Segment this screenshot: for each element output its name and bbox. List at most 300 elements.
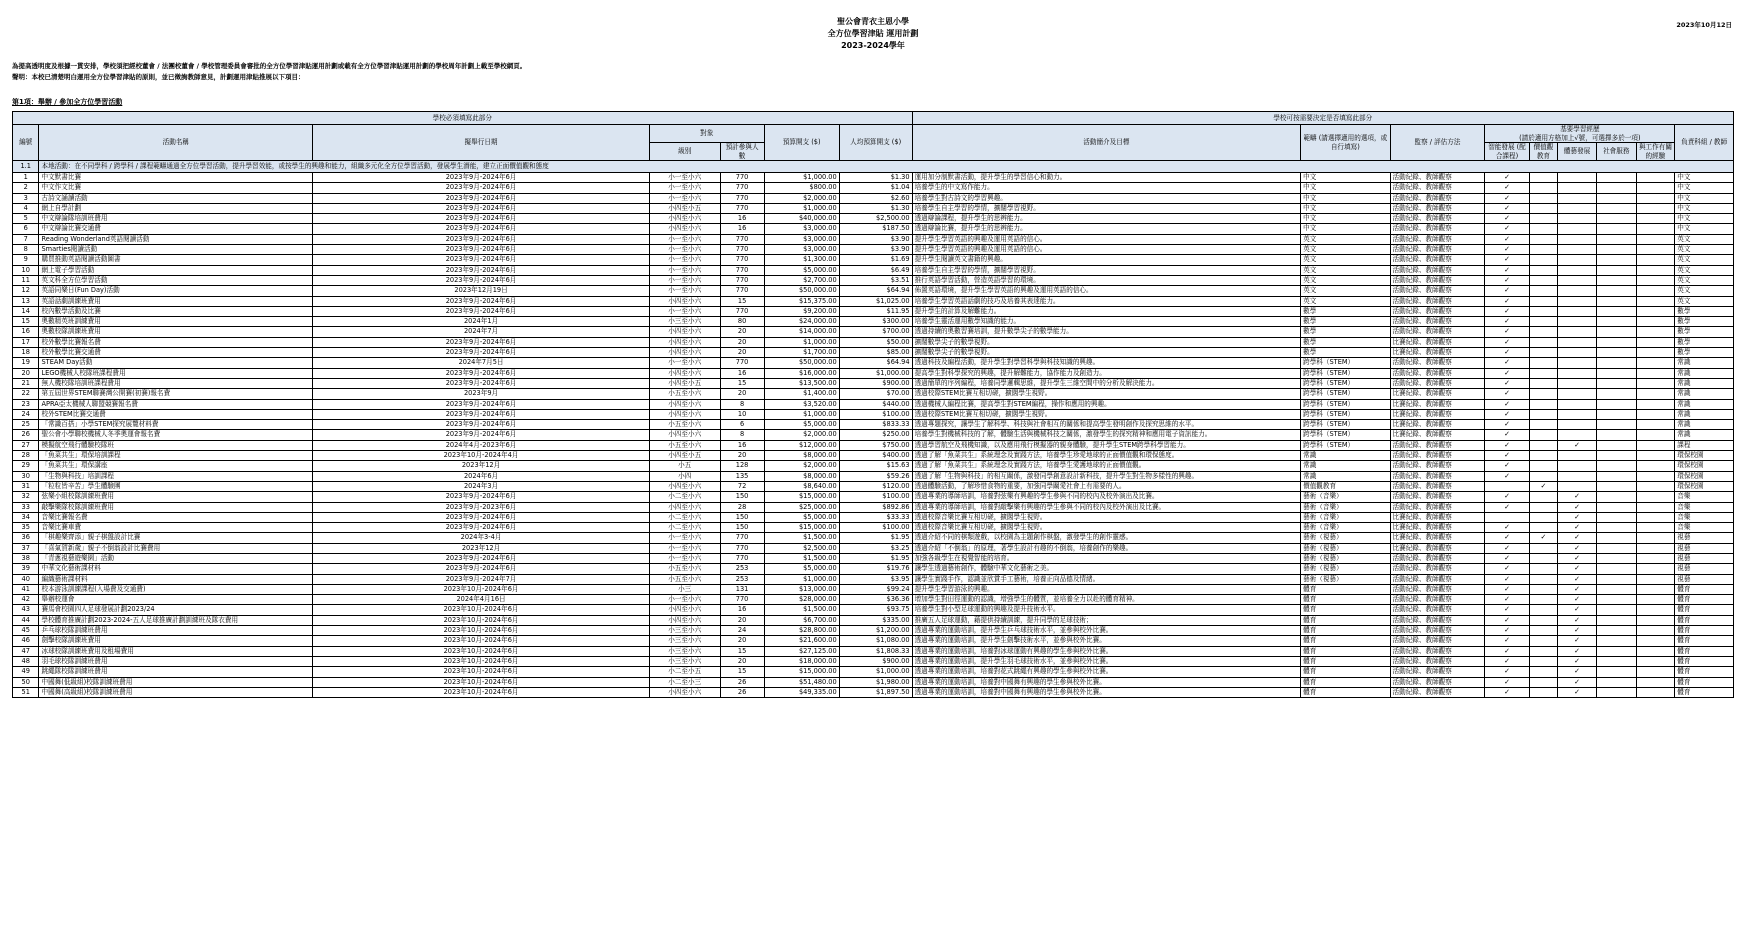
experience-check-4 — [1596, 656, 1636, 666]
domain: 中文 — [1301, 214, 1390, 224]
grade: 小四至小六 — [649, 605, 720, 615]
grade: 小五至小六 — [649, 440, 720, 450]
participants: 24 — [720, 626, 764, 636]
domain: 體育 — [1301, 656, 1390, 666]
activity-date: 2023年9月-2024年6月 — [313, 214, 650, 224]
experience-check-4 — [1596, 245, 1636, 255]
table-row — [13, 358, 1734, 368]
row-no: 19 — [13, 358, 39, 368]
experience-check-3 — [1558, 378, 1597, 388]
evaluation: 活動紀錄、教師觀察 — [1390, 306, 1485, 316]
activity-name: LEGO機械人校隊班課程費用 — [39, 368, 313, 378]
activity-name: 音樂比賽車費 — [39, 523, 313, 533]
activity-name: 冰球校隊訓練班費用及租場費用 — [39, 646, 313, 656]
experience-check-4 — [1596, 378, 1636, 388]
row-no: 26 — [13, 430, 39, 440]
experience-check-3 — [1558, 265, 1597, 275]
row-no: 25 — [13, 420, 39, 430]
experience-check-2 — [1529, 564, 1558, 574]
responsible-dept: 中文 — [1675, 203, 1734, 213]
domain: 數學 — [1301, 348, 1390, 358]
experience-check-1: ✓ — [1485, 275, 1529, 285]
row-no: 21 — [13, 378, 39, 388]
domain: 體育 — [1301, 646, 1390, 656]
activity-name: 英語話劇訓練班費用 — [39, 296, 313, 306]
activity-name: 聖公會小學聯校機械人冬季奧運會報名費 — [39, 430, 313, 440]
domain: 英文 — [1301, 296, 1390, 306]
evaluation: 活動紀錄、教師觀察 — [1390, 636, 1485, 646]
table-row — [13, 615, 1734, 625]
experience-check-4 — [1596, 420, 1636, 430]
responsible-dept: 常識 — [1675, 399, 1734, 409]
activity-name: 網上自學計劃 — [39, 203, 313, 213]
evaluation: 活動紀錄、教師觀察 — [1390, 584, 1485, 594]
experience-check-5 — [1636, 245, 1675, 255]
per-head-budget: $64.94 — [839, 286, 912, 296]
grade: 小四至小六 — [649, 430, 720, 440]
row-no: 50 — [13, 677, 39, 687]
responsible-dept: 英文 — [1675, 286, 1734, 296]
experience-check-1: ✓ — [1485, 337, 1529, 347]
experience-check-1 — [1485, 481, 1529, 491]
table-row — [13, 348, 1734, 358]
experience-check-2 — [1529, 626, 1558, 636]
activity-date: 2023年10月-2024年6月 — [313, 636, 650, 646]
domain: 藝術（視藝） — [1301, 564, 1390, 574]
experience-check-5 — [1636, 399, 1675, 409]
evaluation: 活動紀錄、教師觀察 — [1390, 265, 1485, 275]
description: 提高學生對科學探究的興趣，提升解難能力，協作能力及創造力。 — [912, 368, 1301, 378]
grade: 小一至小六 — [649, 595, 720, 605]
activity-date: 2023年9月-2024年6月 — [313, 255, 650, 265]
per-head-budget: $250.00 — [839, 430, 912, 440]
experience-check-2 — [1529, 368, 1558, 378]
table-row — [13, 564, 1734, 574]
experience-check-2 — [1529, 523, 1558, 533]
experience-check-5 — [1636, 286, 1675, 296]
experience-check-1: ✓ — [1485, 646, 1529, 656]
row-no: 4 — [13, 203, 39, 213]
experience-check-2 — [1529, 214, 1558, 224]
experience-check-5 — [1636, 430, 1675, 440]
row-no: 48 — [13, 656, 39, 666]
responsible-dept: 環保校園 — [1675, 461, 1734, 471]
experience-check-1: ✓ — [1485, 317, 1529, 327]
evaluation: 活動紀錄、教師觀察 — [1390, 677, 1485, 687]
participants: 128 — [720, 461, 764, 471]
responsible-dept: 常識 — [1675, 420, 1734, 430]
experience-check-2 — [1529, 492, 1558, 502]
experience-check-5 — [1636, 275, 1675, 285]
experience-check-2 — [1529, 553, 1558, 563]
responsible-dept: 音樂 — [1675, 512, 1734, 522]
per-head-budget: $440.00 — [839, 399, 912, 409]
evaluation: 活動紀錄、教師觀察 — [1390, 574, 1485, 584]
experience-check-4 — [1596, 214, 1636, 224]
activity-name: 中文辯論比賽交通費 — [39, 224, 313, 234]
experience-check-2 — [1529, 286, 1558, 296]
responsible-dept: 中文 — [1675, 173, 1734, 183]
experience-check-2 — [1529, 275, 1558, 285]
grade: 小四至小六 — [649, 399, 720, 409]
responsible-dept: 中文 — [1675, 183, 1734, 193]
row-no: 35 — [13, 523, 39, 533]
description: 透過專業的運動培訓，培養對花式跳繩有興趣的學生參與校外比賽。 — [912, 667, 1301, 677]
participants: 28 — [720, 502, 764, 512]
evaluation: 活動紀錄、教師觀察 — [1390, 595, 1485, 605]
budget: $21,600.00 — [764, 636, 839, 646]
responsible-dept: 常識 — [1675, 358, 1734, 368]
domain: 藝術（視藝） — [1301, 574, 1390, 584]
grade: 小三至小六 — [649, 636, 720, 646]
budget: $14,000.00 — [764, 327, 839, 337]
per-head-budget: $1,080.00 — [839, 636, 912, 646]
activity-name: 奧數校隊訓練班費用 — [39, 327, 313, 337]
evaluation: 活動紀錄、教師觀察 — [1390, 173, 1485, 183]
evaluation: 比賽紀錄、教師觀察 — [1390, 348, 1485, 358]
description: 培養學生對古詩文的學習興趣。 — [912, 193, 1301, 203]
responsible-dept: 體育 — [1675, 667, 1734, 677]
experience-check-5 — [1636, 348, 1675, 358]
experience-check-2 — [1529, 656, 1558, 666]
budget: $1,000.00 — [764, 203, 839, 213]
budget: $8,000.00 — [764, 451, 839, 461]
participants: 770 — [720, 543, 764, 553]
experience-check-1: ✓ — [1485, 378, 1529, 388]
experience-check-1: ✓ — [1485, 286, 1529, 296]
experience-check-3 — [1558, 451, 1597, 461]
activity-date: 2024年6月 — [313, 471, 650, 481]
description: 透過校際STEM比賽互相切磋，擴闊學生視野。 — [912, 389, 1301, 399]
experience-check-2 — [1529, 234, 1558, 244]
grade: 小二至小六 — [649, 492, 720, 502]
grade: 小五至小六 — [649, 564, 720, 574]
evaluation: 比賽紀錄、教師觀察 — [1390, 389, 1485, 399]
table-row — [13, 543, 1734, 553]
table-row — [13, 523, 1734, 533]
per-head-budget: $36.36 — [839, 595, 912, 605]
row-no: 34 — [13, 512, 39, 522]
activity-date: 2023年9月-2024年6月 — [313, 193, 650, 203]
experience-check-4 — [1596, 389, 1636, 399]
experience-check-4 — [1596, 523, 1636, 533]
experience-check-1: ✓ — [1485, 358, 1529, 368]
per-head-budget: $85.00 — [839, 348, 912, 358]
experience-check-3: ✓ — [1558, 543, 1597, 553]
experience-check-4 — [1596, 646, 1636, 656]
domain: 跨學科（STEM） — [1301, 368, 1390, 378]
experience-check-4 — [1596, 306, 1636, 316]
activity-date: 2023年10月-2024年6月 — [313, 626, 650, 636]
responsible-dept: 數學 — [1675, 306, 1734, 316]
experience-check-4 — [1596, 626, 1636, 636]
activity-date: 2023年9月-2024年6月 — [313, 348, 650, 358]
domain: 藝術（視藝） — [1301, 543, 1390, 553]
school-year: 2023-2024學年 — [841, 41, 905, 50]
grade: 小四至小六 — [649, 481, 720, 491]
responsible-dept: 英文 — [1675, 275, 1734, 285]
evaluation: 活動紀錄、教師觀察 — [1390, 368, 1485, 378]
experience-check-4 — [1596, 399, 1636, 409]
activity-name: 編織藝術課材料 — [39, 574, 313, 584]
responsible-dept: 環保校園 — [1675, 451, 1734, 461]
per-head-budget: $750.00 — [839, 440, 912, 450]
experience-check-1: ✓ — [1485, 533, 1529, 543]
activity-date: 2023年9月-2024年6月 — [313, 337, 650, 347]
experience-check-2 — [1529, 255, 1558, 265]
per-head-budget: $1.95 — [839, 553, 912, 563]
optional-header: 學校可按需要決定是否填寫此部分 — [912, 112, 1733, 125]
domain: 藝術（音樂） — [1301, 502, 1390, 512]
domain: 體育 — [1301, 636, 1390, 646]
col-desc: 活動簡介及目標 — [912, 125, 1301, 161]
table-row — [13, 409, 1734, 419]
activity-name: 中國舞(高級組)校隊訓練班費用 — [39, 687, 313, 697]
row-no: 9 — [13, 255, 39, 265]
experience-check-4 — [1596, 543, 1636, 553]
experience-check-2 — [1529, 615, 1558, 625]
experience-check-4 — [1596, 677, 1636, 687]
per-head-budget: $70.00 — [839, 389, 912, 399]
experience-check-1: ✓ — [1485, 389, 1529, 399]
evaluation: 活動紀錄、教師觀察 — [1390, 203, 1485, 213]
per-head-budget: $99.24 — [839, 584, 912, 594]
experience-check-4 — [1596, 440, 1636, 450]
experience-check-5 — [1636, 626, 1675, 636]
experience-check-4 — [1596, 265, 1636, 275]
activity-name: 網上電子學習活動 — [39, 265, 313, 275]
responsible-dept: 數學 — [1675, 337, 1734, 347]
responsible-dept: 體育 — [1675, 687, 1734, 697]
experience-check-4 — [1596, 584, 1636, 594]
participants: 770 — [720, 193, 764, 203]
per-head-budget: $3.90 — [839, 245, 912, 255]
experience-check-3 — [1558, 193, 1597, 203]
per-head-budget: $187.50 — [839, 224, 912, 234]
description: 推廣五人足球運動，藉提供持續訓練，提升同學的足球技術； — [912, 615, 1301, 625]
table-row — [13, 389, 1734, 399]
per-head-budget: $900.00 — [839, 656, 912, 666]
activity-date: 2023年10月-2024年4月 — [313, 451, 650, 461]
experience-check-3 — [1558, 420, 1597, 430]
per-head-budget: $3.90 — [839, 234, 912, 244]
evaluation: 活動紀錄、教師觀察 — [1390, 245, 1485, 255]
experience-check-3: ✓ — [1558, 595, 1597, 605]
description: 透過專業的運動培訓，培養對中國舞有興趣的學生參與校外比賽。 — [912, 677, 1301, 687]
budget: $51,480.00 — [764, 677, 839, 687]
evaluation: 活動紀錄、教師觀察 — [1390, 327, 1485, 337]
description: 擴闊數學尖子的數學視野。 — [912, 348, 1301, 358]
col-budget: 預算開支 ($) — [764, 125, 839, 161]
experience-check-3: ✓ — [1558, 492, 1597, 502]
activity-date: 2023年10月-2024年6月 — [313, 615, 650, 625]
experience-check-5 — [1636, 265, 1675, 275]
grade: 小三至小六 — [649, 646, 720, 656]
participants: 26 — [720, 687, 764, 697]
experience-check-3 — [1558, 234, 1597, 244]
experience-check-3: ✓ — [1558, 440, 1597, 450]
table-row — [13, 286, 1734, 296]
col-dept: 負責科組 / 教師 — [1675, 125, 1734, 161]
responsible-dept: 中文 — [1675, 224, 1734, 234]
responsible-dept: 英文 — [1675, 265, 1734, 275]
experience-check-5 — [1636, 461, 1675, 471]
row-no: 31 — [13, 481, 39, 491]
description: 透過專業的運動培訓，提升學生羽毛球技術水平，並參與校外比賽。 — [912, 656, 1301, 666]
description: 加強各級學生在視覺智能的培育。 — [912, 553, 1301, 563]
activity-name: 弦樂小組校隊訓練班費用 — [39, 492, 313, 502]
experience-check-5 — [1636, 440, 1675, 450]
experience-check-1: ✓ — [1485, 543, 1529, 553]
experience-check-5 — [1636, 420, 1675, 430]
evaluation: 活動紀錄、教師觀察 — [1390, 687, 1485, 697]
row-no: 2 — [13, 183, 39, 193]
grade: 小四至小六 — [649, 368, 720, 378]
budget: $3,520.00 — [764, 399, 839, 409]
participants: 20 — [720, 636, 764, 646]
domain: 跨學科（STEM） — [1301, 420, 1390, 430]
domain: 藝術（音樂） — [1301, 523, 1390, 533]
experience-check-5 — [1636, 574, 1675, 584]
experience-check-1: ✓ — [1485, 306, 1529, 316]
table-row — [13, 368, 1734, 378]
activity-date: 2024年7月5日 — [313, 358, 650, 368]
activity-date: 2023年9月-2024年6月 — [313, 409, 650, 419]
experience-check-1: ✓ — [1485, 214, 1529, 224]
per-head-budget: $1,897.50 — [839, 687, 912, 697]
domain: 英文 — [1301, 255, 1390, 265]
grade: 小一至小六 — [649, 286, 720, 296]
evaluation: 活動紀錄、教師觀察 — [1390, 224, 1485, 234]
domain: 體育 — [1301, 687, 1390, 697]
responsible-dept: 數學 — [1675, 317, 1734, 327]
col-expected: 預計參與人數 — [720, 143, 764, 161]
responsible-dept: 中文 — [1675, 214, 1734, 224]
domain: 體育 — [1301, 605, 1390, 615]
experience-check-5 — [1636, 306, 1675, 316]
experience-check-3: ✓ — [1558, 687, 1597, 697]
row-no: 43 — [13, 605, 39, 615]
experience-check-4 — [1596, 337, 1636, 347]
activity-name: Smarties閱讀活動 — [39, 245, 313, 255]
domain: 常識 — [1301, 461, 1390, 471]
table-row — [13, 183, 1734, 193]
description: 透過體驗活動，了解珍惜食物的重要，加強同學關愛社會上有需要的人。 — [912, 481, 1301, 491]
responsible-dept: 音樂 — [1675, 492, 1734, 502]
budget: $25,000.00 — [764, 502, 839, 512]
budget: $27,125.00 — [764, 646, 839, 656]
row-no: 23 — [13, 399, 39, 409]
row-no: 30 — [13, 471, 39, 481]
domain: 跨學科（STEM） — [1301, 430, 1390, 440]
experience-check-1: ✓ — [1485, 656, 1529, 666]
experience-check-4 — [1596, 512, 1636, 522]
evaluation: 活動紀錄、教師觀察 — [1390, 214, 1485, 224]
evaluation: 活動紀錄、教師觀察 — [1390, 451, 1485, 461]
row-no: 51 — [13, 687, 39, 697]
experience-check-5 — [1636, 296, 1675, 306]
table-row — [13, 451, 1734, 461]
experience-check-5 — [1636, 677, 1675, 687]
row-no: 7 — [13, 234, 39, 244]
grade: 小四至小六 — [649, 327, 720, 337]
experience-check-2 — [1529, 430, 1558, 440]
grade: 小四至小六 — [649, 337, 720, 347]
participants: 770 — [720, 275, 764, 285]
participants: 8 — [720, 399, 764, 409]
budget: $5,000.00 — [764, 512, 839, 522]
per-head-budget: $2,500.00 — [839, 214, 912, 224]
activity-date: 2024年4月-2023年6月 — [313, 440, 650, 450]
grade: 小四至小五 — [649, 378, 720, 388]
evaluation: 活動紀錄、教師觀察 — [1390, 317, 1485, 327]
activity-date: 2023年9月-2024年6月 — [313, 399, 650, 409]
budget: $1,400.00 — [764, 389, 839, 399]
experience-check-3: ✓ — [1558, 533, 1597, 543]
experience-check-3 — [1558, 409, 1597, 419]
responsible-dept: 視藝 — [1675, 574, 1734, 584]
experience-check-5 — [1636, 327, 1675, 337]
description: 透過介紹不同的棋類遊戲，以校園為主題創作棋盤，激發學生的創作靈感。 — [912, 533, 1301, 543]
grade: 小三至小六 — [649, 317, 720, 327]
activity-date: 2023年10月-2024年6月 — [313, 656, 650, 666]
budget: $15,375.00 — [764, 296, 839, 306]
domain: 英文 — [1301, 286, 1390, 296]
experience-check-3: ✓ — [1558, 677, 1597, 687]
activity-date: 2023年10月-2024年6月 — [313, 646, 650, 656]
experience-check-4 — [1596, 234, 1636, 244]
domain: 中文 — [1301, 224, 1390, 234]
activity-date: 2023年12月 — [313, 461, 650, 471]
activity-name: 第五屆世界STEM聯賽灣公開賽(初賽)報名費 — [39, 389, 313, 399]
experience-check-3: ✓ — [1558, 656, 1597, 666]
experience-check-3 — [1558, 399, 1597, 409]
experience-check-2 — [1529, 348, 1558, 358]
table-row — [13, 626, 1734, 636]
description: 提升學生學習游泳的興趣。 — [912, 584, 1301, 594]
table-row — [13, 245, 1734, 255]
table-row — [13, 399, 1734, 409]
activity-date: 2023年12月 — [313, 543, 650, 553]
budget: $2,500.00 — [764, 543, 839, 553]
experience-check-2 — [1529, 296, 1558, 306]
table-row — [13, 327, 1734, 337]
responsible-dept: 體育 — [1675, 636, 1734, 646]
description: 運用加分制默書活動，提升學生的學習信心和動力。 — [912, 173, 1301, 183]
experience-check-4 — [1596, 636, 1636, 646]
domain: 中文 — [1301, 173, 1390, 183]
activity-date: 2023年9月-2024年6月 — [313, 368, 650, 378]
grade: 小一至小六 — [649, 245, 720, 255]
activity-name: 模擬航空飛行體驗校隊班 — [39, 440, 313, 450]
budget: $12,000.00 — [764, 440, 839, 450]
domain: 跨學科（STEM） — [1301, 409, 1390, 419]
grade: 小四 — [649, 471, 720, 481]
experience-check-2 — [1529, 183, 1558, 193]
participants: 770 — [720, 358, 764, 368]
activity-date: 2023年9月-2024年6月 — [313, 492, 650, 502]
participants: 131 — [720, 584, 764, 594]
participants: 770 — [720, 234, 764, 244]
activity-name: 跳繩隊校隊訓練班費用 — [39, 667, 313, 677]
activity-date: 2023年12月19日 — [313, 286, 650, 296]
experience-check-4 — [1596, 327, 1636, 337]
grade: 小一至小六 — [649, 543, 720, 553]
activity-name: 古詩文誦讀活動 — [39, 193, 313, 203]
row-no: 36 — [13, 533, 39, 543]
activity-name: 校本游泳訓練課程(入場費及交通費) — [39, 584, 313, 594]
experience-check-5 — [1636, 471, 1675, 481]
